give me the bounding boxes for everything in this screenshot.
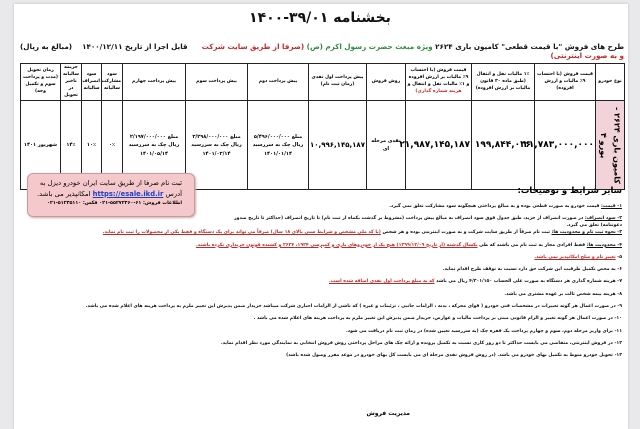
header-cell: پیش پرداخت سوم (186, 64, 248, 101)
header-cell: قیمت فروش (با احتساب ۹٪ مالیات و ارزش افزوده) (535, 64, 596, 101)
note-item: ۵- تغییر نام و صلح امکانپذیر نمی باشد. (534, 254, 622, 260)
fourth-payment-cell: مبلغ ۲/۱۹۷/۰۰۰/۰۰۰ ریال چک به سررسید ۱۴۰۱/۰۵/۱۴ (123, 101, 186, 190)
esale-link[interactable]: https://esale.ikd.ir (92, 189, 164, 198)
header-cell: پیش پرداخت چهارم (123, 64, 186, 101)
header-cell: ۱٪ مالیات نقل و انتقال (طبق ماده ۳۰ قانون مالیات بر ارزش افزوده) (472, 64, 535, 101)
note-item: ۶- به محض تکمیل ظرفیت این شرکت حق دارد نسبت به توقف طرح اقدام نماید. (442, 267, 622, 273)
second-payment-cell: مبلغ ۵/۴۹۶/۰۰۰/۰۰۰ ریال چک به سررسید ۱۴۰۱/۰۱/۱۴ (248, 101, 309, 190)
header-cell: سود انصراف سالیانه (82, 64, 102, 101)
note-item: ۲- سود انصراف: در صورت انصراف از خرید، طبق جدول فوق سود انصراف به مبالغ پیش پرداخت (مشروط بر گذشت یکماه از ثبت نام) تا تاریخ انصراف (حداکثر تا تاریخ صدور دعوتنامه) تعلق می گیرد. (234, 216, 622, 228)
header-cell: پیش پرداخت دوم (248, 64, 309, 101)
header-cell: روش فروش (367, 64, 406, 101)
sales-contact-info: اطلاعات فروش: ۶۱-۵۵۲۷۲۴۶۰-۰۲۱ فکس: ۵۱۲۴۵۱۱۰-۰۲۱ (47, 200, 182, 206)
unit-label: (مبالغ به ریال) (20, 42, 73, 51)
header-cell: قیمت فروش (با احتساب ۹٪ مالیات بر ارزش افزوده و ۱٪ مالیات نقل و انتقال و هزینه شماره گذاری) (406, 64, 472, 101)
note-item: ۱- قیمت: قیمت خودرو به صورت قطعی بوده و به مبالغ پرداختی هیچگونه سود مشارکت تعلق نمی گیرد. (389, 204, 622, 209)
partnership-profit-cell: ۰٪ (102, 101, 123, 190)
tax-cell: ۱۹۹,۸۴۴,۰۳۶ (472, 101, 535, 190)
note-item: ۹- در صورت اعمال هر گونه تغییرات در مشخصات فنی خودرو ( قوای محرکه ، بدنه ، الزامات جانبی ، تزئینات و غیره ) که ناشی از الزامات اجباری شرکت میباشد خریدار ضمن پذیرش این تغییر ملزم به پرداخت هزینه های اعلام شده می باشد. (85, 304, 622, 310)
delivery-cell: شهریور ۱۴۰۱ (21, 101, 61, 190)
notes-title: سایر شرایط و توضیحات: (517, 186, 622, 196)
note-item: ۸- هزینه بیمه شخص ثالث بر عهده مشتری می باشد. (504, 291, 622, 297)
sale-method-cell: نقدی مرحله ای (367, 101, 406, 190)
signature: مدیریت فروش (366, 410, 410, 417)
subtitle-plan: طرح های فروش "با قیمت قطعی" کامیون باری ۲۶۲۴ (435, 42, 624, 51)
effective-date: قابل اجرا از تاریخ ۱۴۰۰/۱۲/۱۱ (82, 42, 188, 51)
third-payment-cell: مبلغ ۳/۲۹۸/۰۰۰/۰۰۰ ریال چک به سررسید ۱۴۰۱/۰۳/۱۴ (186, 101, 248, 190)
car-type-cell: کامیون باری ۲۶۲۴ - یورو ۴ (596, 101, 625, 190)
note-item: ۱۱- برای واریز مرحله دوم، سوم و چهارم پرداخت یک فقره چک (به سررسید تعیین شده) در زمان ثبت نام دریافت می شود. (345, 328, 622, 334)
price-cell: ۲۱,۷۸۳,۰۰۰,۰۰۰ (535, 101, 596, 190)
total-price-cell: ۲۱,۹۸۷,۱۴۵,۱۸۷ (406, 101, 472, 190)
registration-callout: ثبت نام صرفا از طریق سایت ایران خودرو دیزل به آدرس https://esale.ikd.ir امکانپذیر می باشد. اطلاعات فروش: ۶۱-۵۵۲۷۲۴۶۰-۰۲۱ فکس: ۵۱۲۴۵۱۱۰-۰۲۱ (27, 173, 195, 217)
cancel-profit-cell: ۱۰٪ (82, 101, 102, 190)
notes-list (62, 203, 622, 365)
note-item: ۱۲- در فروش اینترنتی، متقاضی می بایست حداکثر تا دو روز کاری نسبت به تکمیل پرونده و ارائه چک های مراحل پرداختی روش فروش انتخابی به نمایندگی مورد نظر اقدام نماید. (220, 340, 622, 346)
note-item: ۳- نحوه ثبت نام و محدودیت ها: ثبت نام صرفاً از طریق سایت شرکت و به صورت اینترنتی بوده و هر شخص (با کد ملی مشخص و شرایط سنی بالای ۱۸ سال) صرفاً می تواند برای یک دستگاه و فقط یکی از محصولات را ثبت نام نماید. (102, 230, 622, 236)
subtitle (20, 42, 624, 60)
table-header-row (21, 64, 625, 101)
page-title: بخشنامه ۳۹/۰۱-۱۴۰۰ (249, 10, 391, 26)
note-item: ۱۳- تحویل خودرو منوط به تکمیل بهای خودرو می باشد. (در روش فروش نقدی مرحله ای می بایست کل بهای خودرو در موعد مقرر وصول شده باشد) (286, 353, 622, 359)
subtitle-channel: (صرفا از طریق سایت شرکت و به صورت اینترنتی) (201, 42, 624, 60)
header-cell: پیش پرداخت اول نقدی (زمان ثبت نام) (309, 64, 367, 101)
note-item: ۷- هزینه شماره گذاری هر دستگاه به صورت علی الحساب ۴/۳۰۱/۱۵۰ ریال می باشد که به مبلغ پرداخت اول نقدی اضافه شده است. (328, 279, 622, 285)
note-item: ۱۰- در صورت اعمال هر گونه تغییر و الزام قانونی مبنی بر پرداخت مالیات و عوارض، خریدار ضمن پذیرش این تغییر ملزم به پرداخت هزینه های اعلام شده می باشد . (253, 316, 622, 322)
penalty-cell: ۱۴٪ (61, 101, 82, 190)
subtitle-occasion: ویژه مبعث حضرت رسول اکرم (ص) (306, 42, 436, 51)
note-item: ۴- محدودیت ها: فقط افرادی مجاز به ثبت نام می باشند که طی یکسال گذشته (از تاریخ ۱۳۹۹/۱۲/۰۹) هیچ یک از خودروهای باری و کمپرسی ۱۹۲۴، ۲۶۲۴ و کشنده فوتون خریداری نکرده باشند. (195, 242, 622, 248)
header-cell: زمان تحویل (مدت و پرداخت سوم و تکمیل وجه) (21, 64, 61, 101)
header-cell: جریمه سالیانه تاخیر در تحویل (61, 64, 82, 101)
header-cell: نوع خودرو (596, 64, 625, 101)
price-table (20, 63, 625, 190)
first-payment-cell: ۱۰,۹۹۶,۱۴۵,۱۸۷ (309, 101, 367, 190)
header-cell: سود مشارکت سالیانه (102, 64, 123, 101)
